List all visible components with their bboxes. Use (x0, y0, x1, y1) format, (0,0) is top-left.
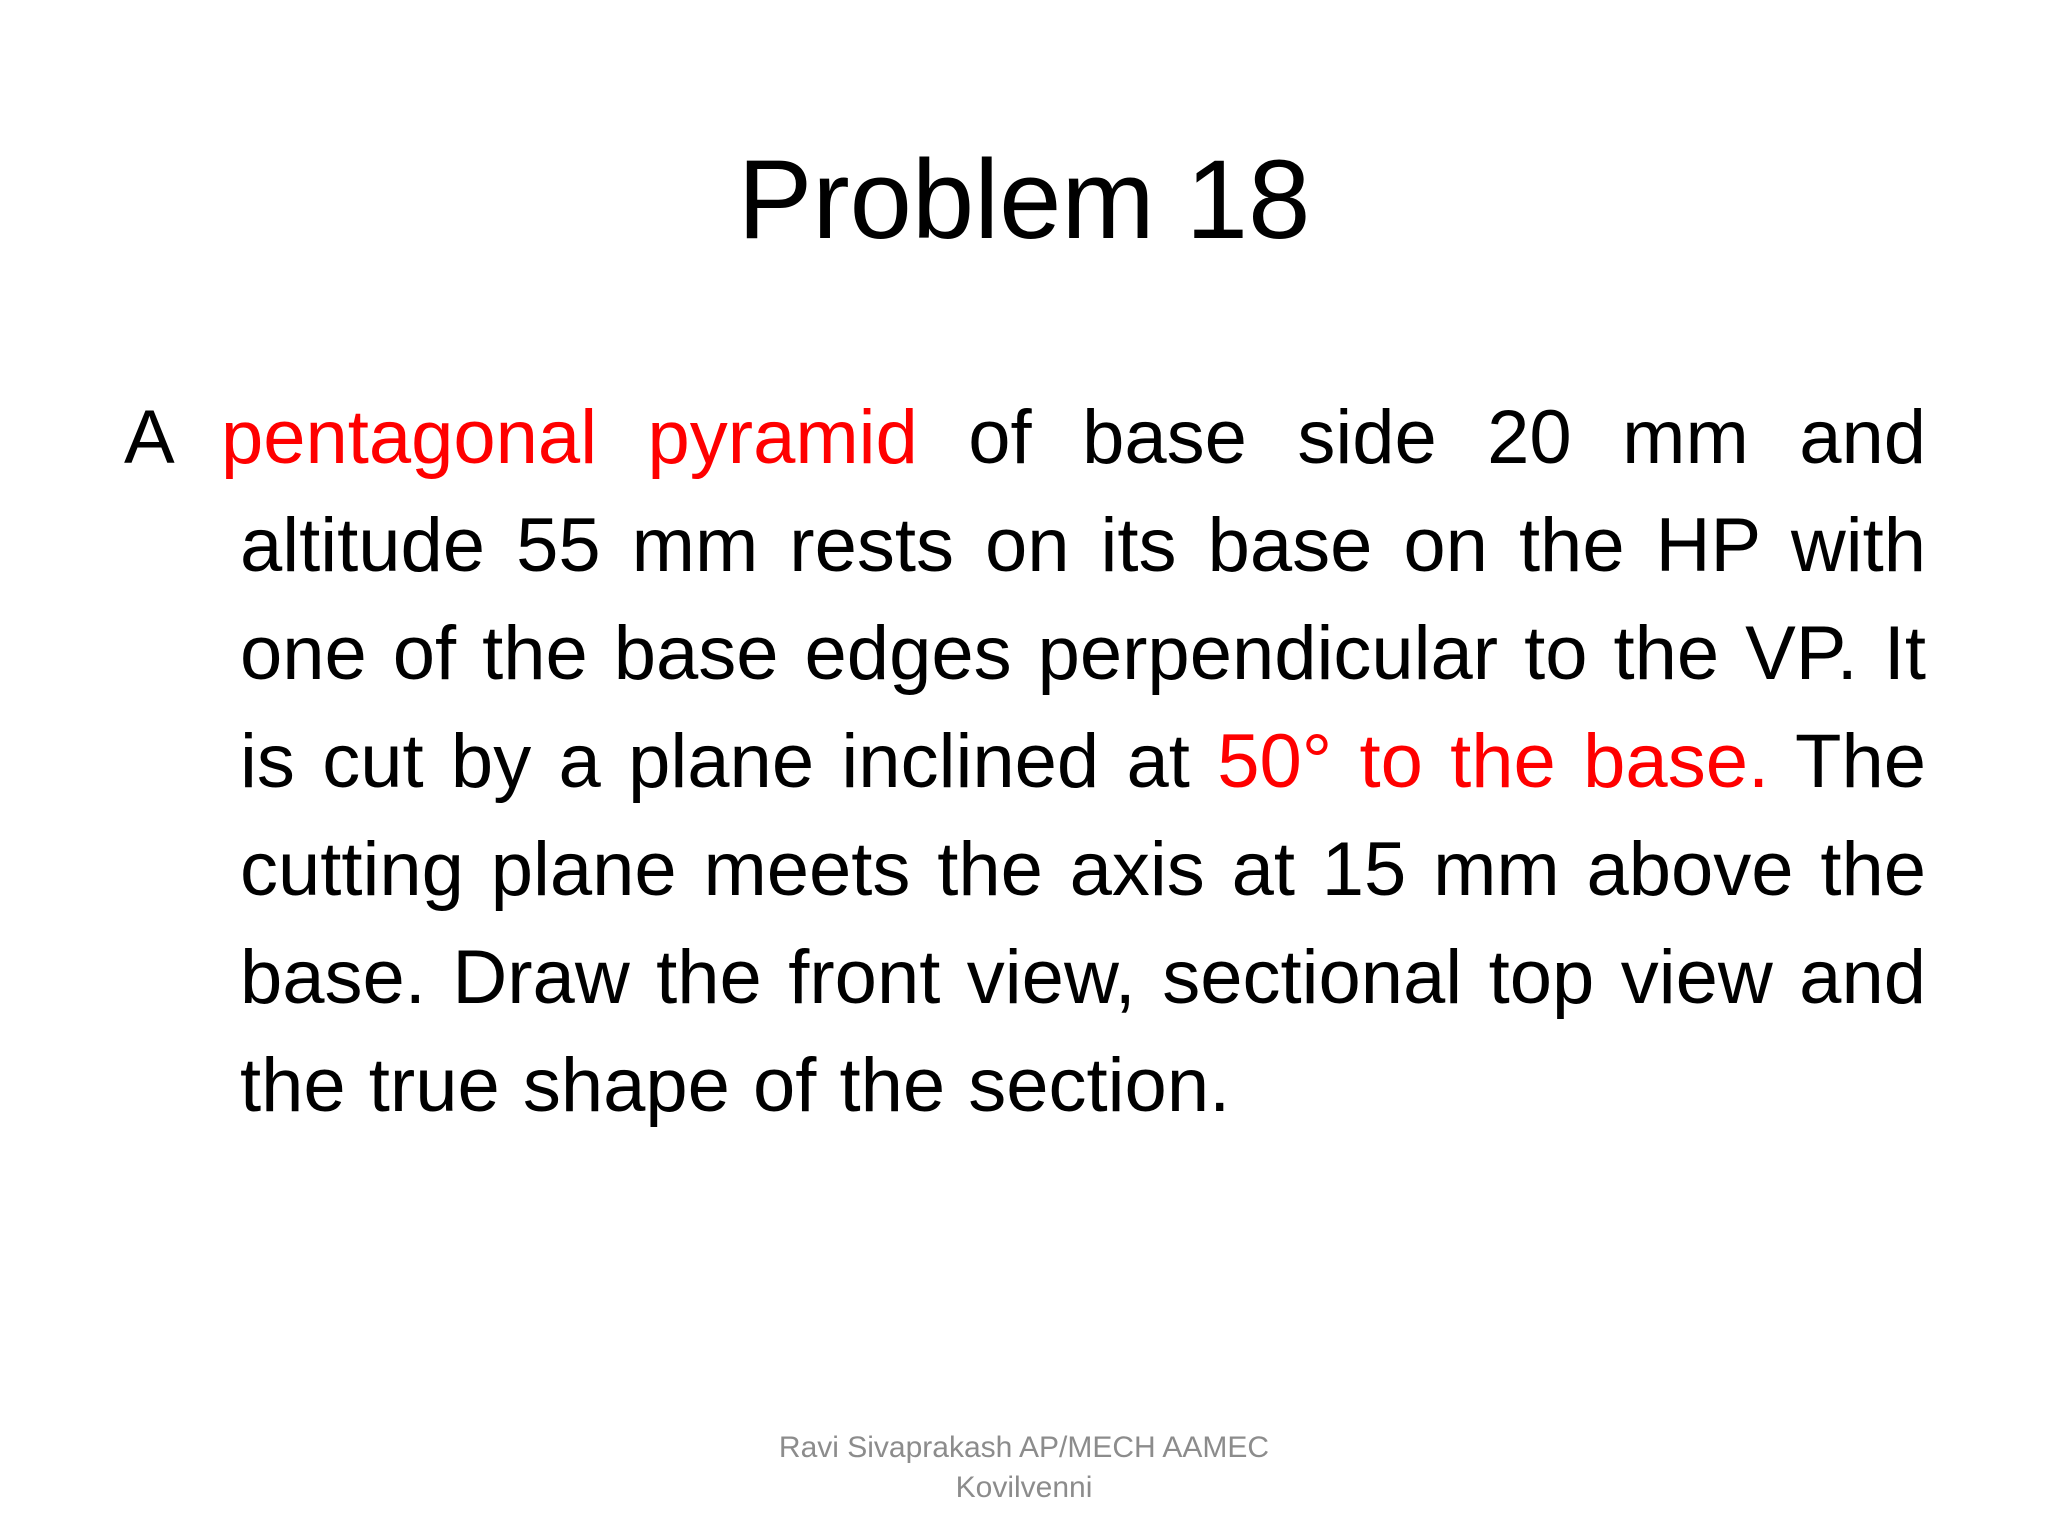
statement-text-1: A (124, 395, 221, 480)
footer-author: Ravi Sivaprakash AP/MECH AAMEC (778, 1431, 1270, 1464)
footer-location: Kovilvenni (955, 1471, 1093, 1504)
slide-title: Problem 18 (737, 137, 1311, 262)
statement-highlight-angle: 50° to the base. (1217, 719, 1770, 804)
statement-highlight-shape: pentagonal pyramid (220, 395, 918, 480)
slide-footer (0, 1428, 2048, 1508)
statement-text-3: The cutting plane meets the axis at 15 mm above the base. Draw the front view, sectional top view and the true shape of the section. (240, 719, 1927, 1128)
problem-statement (124, 384, 1927, 1140)
statement-text-2: of base side 20 mm and altitude 55 mm rests on its base on the HP with one of the base edges perpendicular to the VP. It is cut by a plane inclined at (240, 395, 1926, 804)
